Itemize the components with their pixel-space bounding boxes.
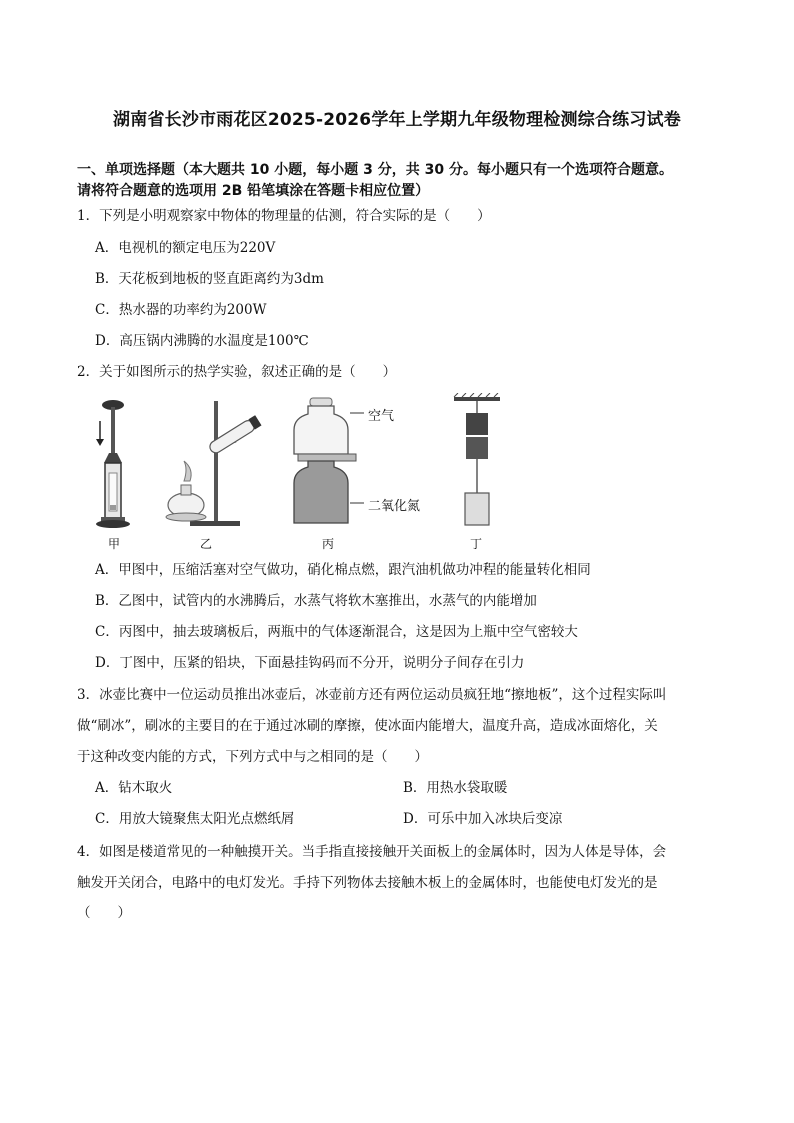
page-title: 湖南省长沙市雨花区2025-2026学年上学期九年级物理检测综合练习试卷 xyxy=(113,110,681,130)
question-3-option-c: C．用放大镜聚焦太阳光点燃纸屑 xyxy=(95,811,295,827)
figure-label-no2: 二氧化氮 xyxy=(368,499,421,514)
question-1-option-d: D．高压锅内沸腾的水温度是100℃ xyxy=(95,333,309,349)
question-4-line-2: 触发开关闭合，电路中的电灯发光。手持下列物体去接触木板上的金属体时，也能使电灯发光的是 xyxy=(77,875,658,891)
figure-ding-lead-blocks xyxy=(454,393,500,525)
question-3-line-3: 于这种改变内能的方式，下列方式中与之相同的是（ ） xyxy=(77,749,428,765)
section-heading xyxy=(77,160,737,202)
question-3-line-2: 做“刷冰”，刷冰的主要目的在于通过冰刷的摩擦，使冰面内能增大，温度升高，造成冰面熔化，关 xyxy=(77,718,658,734)
question-1-stem: 1．下列是小明观察家中物体的物理量的估测，符合实际的是（ ） xyxy=(77,208,491,224)
question-1-option-c: C．热水器的功率约为200W xyxy=(95,302,267,318)
figure-jia-compression-syringe xyxy=(96,400,130,528)
figure-label-air: 空气 xyxy=(368,409,395,424)
section-heading-line-2: 请将符合题意的选项用 2B 铅笔填涂在答题卡相应位置） xyxy=(77,183,430,199)
question-4-line-1: 4．如图是楼道常见的一种触摸开关。当手指直接接触开关面板上的金属体时，因为人体是导体，会 xyxy=(77,844,667,860)
question-2-option-d: D．丁图中，压紧的铅块，下面悬挂钩码而不分开，说明分子间存在引力 xyxy=(95,655,525,671)
figure-yi-test-tube-heating xyxy=(166,401,262,526)
question-1-option-b: B．天花板到地板的竖直距离约为3dm xyxy=(95,271,324,287)
question-2-stem: 2．关于如图所示的热学实验，叙述正确的是（ ） xyxy=(77,364,397,380)
thermal-experiments-figure xyxy=(88,393,528,553)
figure-caption-bing: 丙 xyxy=(322,537,335,551)
figure-caption-yi: 乙 xyxy=(200,537,213,551)
figure-bing-diffusion-bottles xyxy=(294,398,364,523)
figure-caption-jia: 甲 xyxy=(108,537,121,551)
question-2-option-b: B．乙图中，试管内的水沸腾后，水蒸气将软木塞推出，水蒸气的内能增加 xyxy=(95,593,537,609)
section-heading-line-1: 一、单项选择题（本大题共 10 小题，每小题 3 分，共 30 分。每小题只有一个选项符合题意。 xyxy=(77,162,673,178)
question-1-option-a: A．电视机的额定电压为220V xyxy=(95,240,276,256)
question-3-option-a: A．钻木取火 xyxy=(95,780,173,796)
question-2-option-a: A．甲图中，压缩活塞对空气做功，硝化棉点燃，跟汽油机做功冲程的能量转化相同 xyxy=(95,562,591,578)
question-3-option-b: B．用热水袋取暖 xyxy=(403,780,508,796)
question-4-line-3: （ ） xyxy=(77,905,131,921)
figure-caption-ding: 丁 xyxy=(470,537,483,551)
question-3-line-1: 3．冰壶比赛中一位运动员推出冰壶后，冰壶前方还有两位运动员疯狂地“擦地板”，这个过程实际叫 xyxy=(77,687,667,703)
question-2-option-c: C．丙图中，抽去玻璃板后，两瓶中的气体逐渐混合，这是因为上瓶中空气密较大 xyxy=(95,624,578,640)
question-3-option-d: D．可乐中加入冰块后变凉 xyxy=(403,811,563,827)
